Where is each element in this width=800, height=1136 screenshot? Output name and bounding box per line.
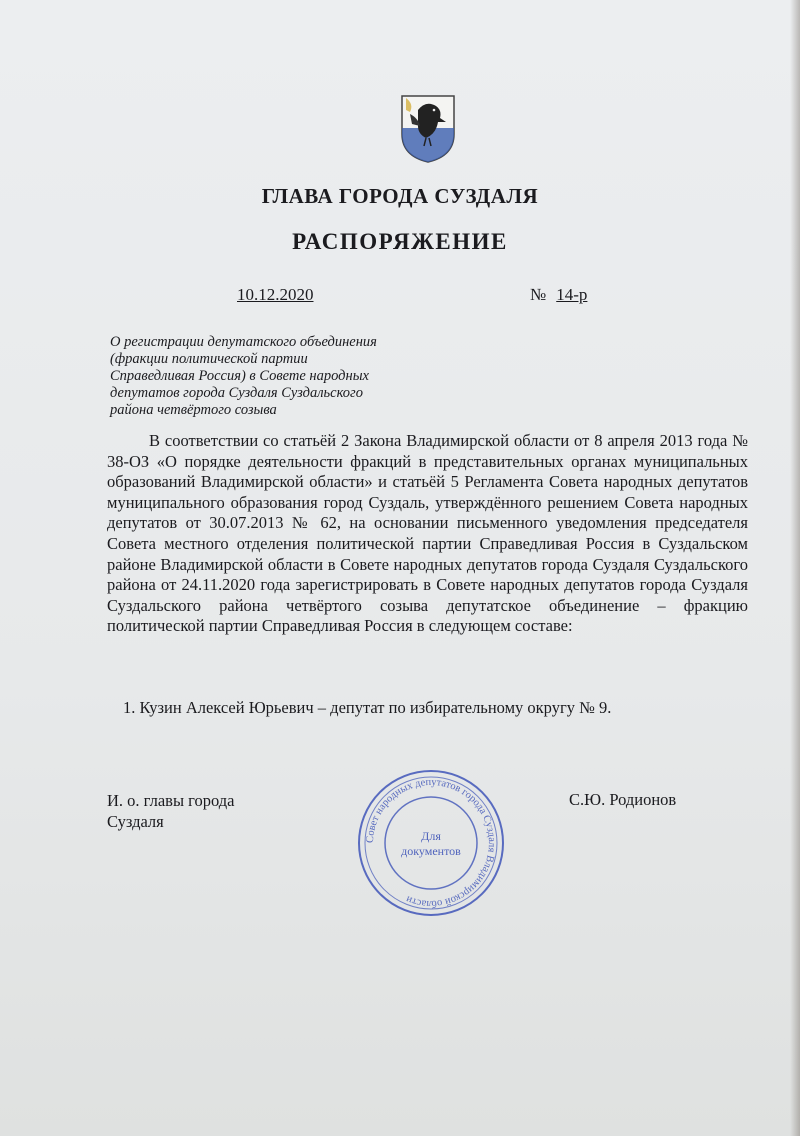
stamp-ring-text: Совет народных депутатов города Суздаля Владимирской области [364, 776, 498, 910]
signatory-name: С.Ю. Родионов [569, 790, 677, 809]
subject-line: депутатов города Суздаля Суздальского [110, 385, 363, 401]
signatory-position [107, 790, 235, 832]
official-stamp [356, 768, 506, 918]
document-number [530, 285, 587, 305]
issuing-authority-heading: ГЛАВА ГОРОДА СУЗДАЛЯ [261, 184, 539, 208]
subject-line: (фракции политической партии [110, 351, 308, 367]
document-type-heading: РАСПОРЯЖЕНИЕ [292, 229, 508, 254]
document-subject [110, 334, 430, 419]
list-text: Кузин Алексей Юрьевич – депутат по избирательному округу № 9. [139, 698, 612, 717]
subject-line: Справедливая Россия) в Совете народных [110, 368, 369, 384]
signatory-position-line: Суздаля [107, 812, 164, 831]
number-sign: № [530, 285, 547, 304]
stamp-center-line: документов [401, 844, 461, 858]
page-edge-shadow [790, 0, 800, 1136]
stamp-center-line: Для [421, 829, 441, 843]
list-marker: 1. [123, 698, 136, 717]
subject-line: района четвёртого созыва [110, 402, 277, 418]
body-paragraph: В соответствии со статьёй 2 Закона Владимирской области от 8 апреля 2013 года № 38-ОЗ «О порядке деятельности фракций в представительных органах муниципальных образований Владимирской области» и статьёй 5 Регламента Совета народных депутатов муниципального образования город Суздаль, утверждённого решением Совета народных депутатов от 30.07.2013 № 62, на основании письменного уведомления председателя Совета местного отделения политической партии Справедливая Россия в Суздальском районе Владимирской области в Совете народных депутатов города Суздаля Суздальского района от 24.11.2020 года зарегистрировать в Совете народных депутатов города Суздаля Суздальского района четвёртого созыва депутатское объединение – фракцию политической партии Справедливая Россия в следующем составе: [107, 431, 748, 636]
subject-line: О регистрации депутатского объединения [110, 334, 377, 350]
number-value: 14-р [556, 285, 588, 304]
list-item [123, 698, 611, 718]
signatory-position-line: И. о. главы города [107, 791, 235, 810]
coat-of-arms-icon [396, 88, 460, 164]
document-date: 10.12.2020 [237, 285, 314, 304]
